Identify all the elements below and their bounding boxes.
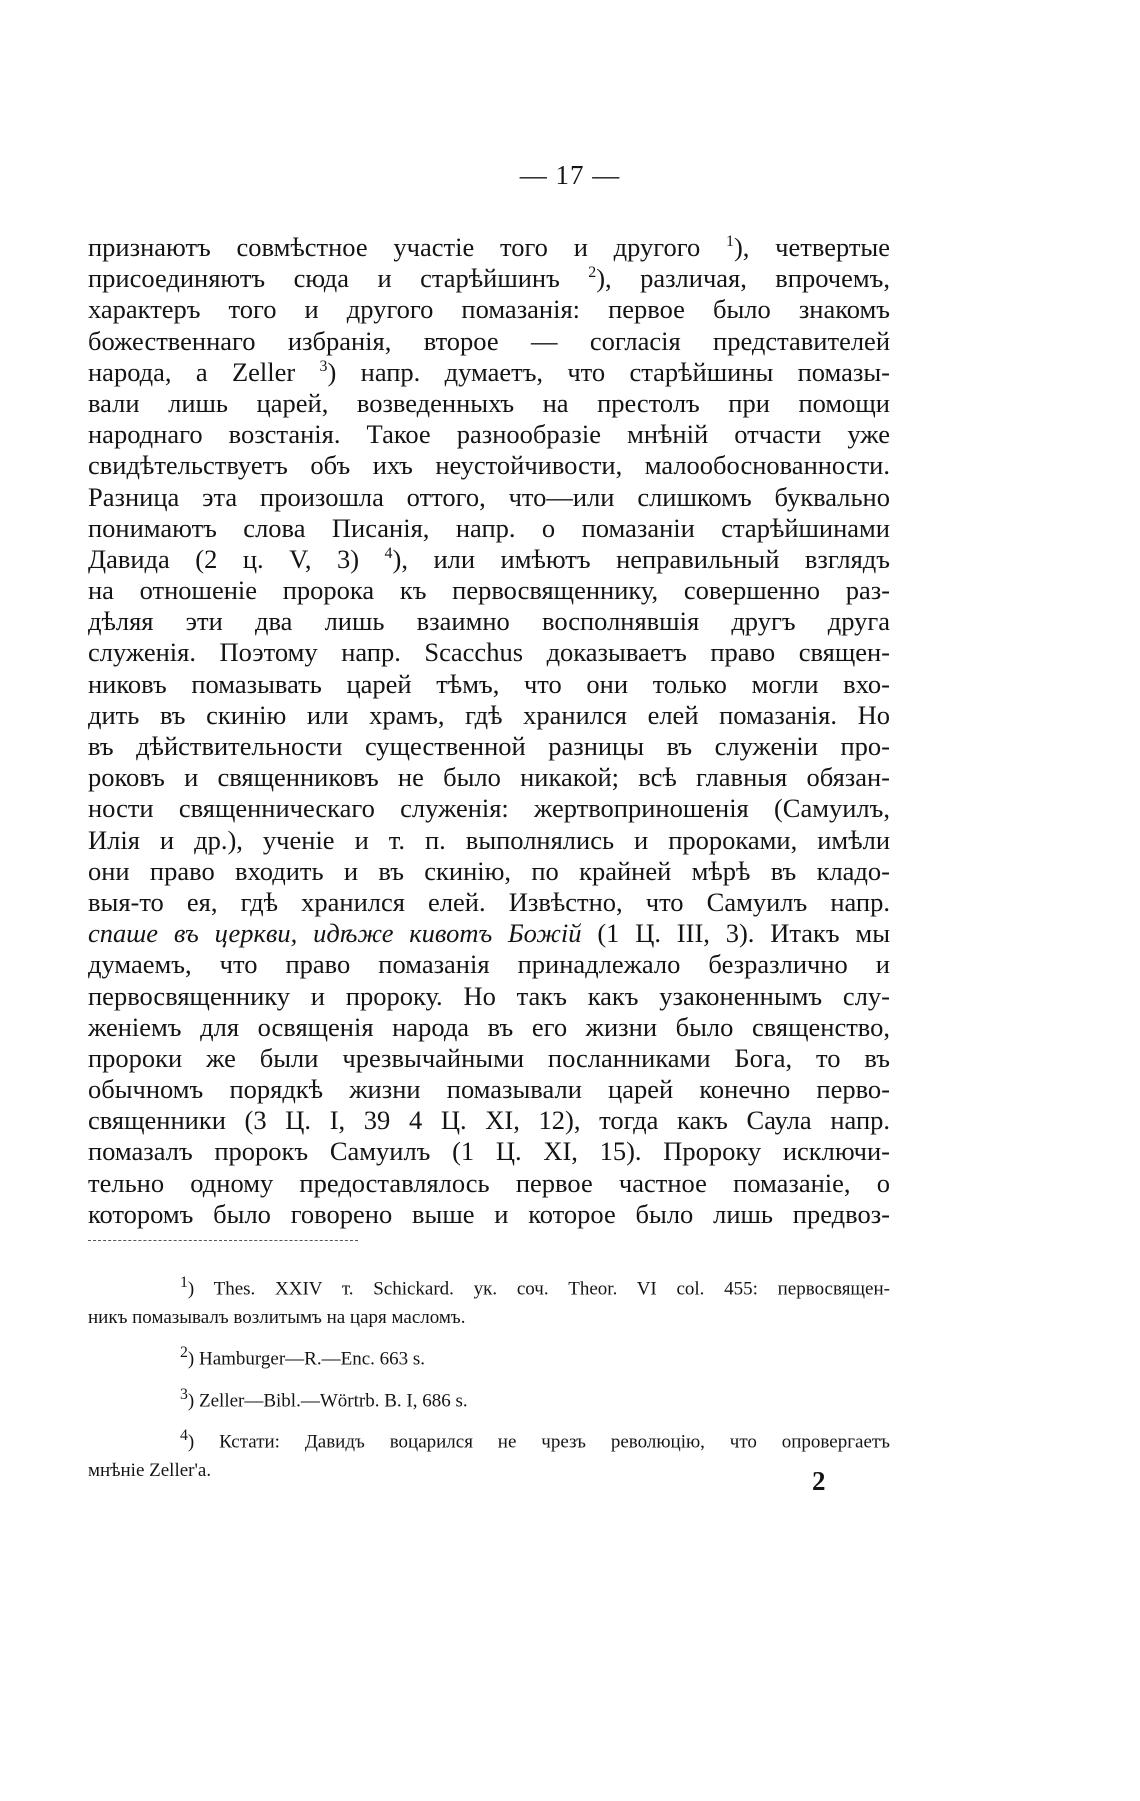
line-text: понимаютъ слова Писанія, напр. о помазаніи старѣйшинами bbox=[88, 512, 890, 543]
footnote-1 bbox=[88, 1268, 890, 1303]
text-line bbox=[88, 1136, 890, 1167]
footnote-text: ) Zeller—Bibl.—Wörtrb. B. I, 686 s. bbox=[187, 1389, 468, 1411]
italic-quote: спаше въ церкви, идѣже кивотъ Божій bbox=[88, 918, 582, 949]
text-line bbox=[88, 450, 890, 481]
text-line bbox=[88, 544, 890, 575]
text-line bbox=[88, 1043, 890, 1074]
line-text: присоединяютъ сюда и старѣйшинъ bbox=[88, 263, 589, 294]
line-text: роковъ и священниковъ не было никакой; всѣ главныя обязан- bbox=[88, 762, 890, 793]
line-text: Разница эта произошла оттого, что—или слишкомъ буквально bbox=[88, 481, 890, 512]
text-line bbox=[88, 887, 890, 918]
line-text: дѣляя эти два лишь взаимно восполнявшія другъ друга bbox=[88, 606, 890, 637]
signature-mark: 2 bbox=[812, 1466, 826, 1496]
text-line bbox=[88, 825, 890, 856]
footnote-4-continued: мнѣніе Zeller'a. bbox=[88, 1460, 212, 1482]
text-line bbox=[88, 575, 890, 606]
text-line bbox=[88, 856, 890, 887]
text-line bbox=[88, 637, 890, 668]
line-text: характеръ того и другого помазанія: первое было знакомъ bbox=[88, 294, 890, 325]
text-line bbox=[88, 513, 890, 544]
line-text: никовъ помазывать царей тѣмъ, что они только могли вхо- bbox=[88, 668, 890, 699]
line-text: вали лишь царей, возведенныхъ на престолъ при помощи bbox=[88, 387, 890, 418]
line-text: на отношеніе пророка къ первосвященнику, совершенно раз- bbox=[88, 575, 890, 606]
text-line bbox=[88, 294, 890, 325]
line-text: выя-то ея, гдѣ хранился елей. Извѣстно, что Самуилъ напр. bbox=[88, 886, 890, 917]
text-line bbox=[88, 731, 890, 762]
text-line bbox=[88, 1168, 890, 1199]
footnote-2 bbox=[88, 1338, 890, 1373]
footnote-reference: 4 bbox=[384, 545, 393, 563]
page-number: — 17 — bbox=[519, 160, 621, 190]
line-text: священники (3 Ц. I, 39 4 Ц. XI, 12), тогда какъ Саула напр. bbox=[88, 1105, 890, 1136]
line-text: которомъ было говорено выше и которое было лишь предвоз- bbox=[88, 1198, 890, 1229]
main-text bbox=[88, 232, 890, 1230]
text-line bbox=[88, 762, 890, 793]
text-line bbox=[88, 1012, 890, 1043]
line-text: признаютъ совмѣстное участіе того и другого bbox=[88, 232, 726, 262]
line-text: помазалъ пророкъ Самуилъ (1 Ц. XI, 15). Пророку исключи- bbox=[88, 1136, 890, 1167]
text-line bbox=[88, 419, 890, 450]
footnote-1-continued: никъ помазывалъ возлитымъ на царя масломъ. bbox=[88, 1307, 466, 1329]
line-text: Илія и др.), ученіе и т. п. выполнялись и пророками, имѣли bbox=[88, 824, 890, 855]
text-line bbox=[88, 793, 890, 824]
footnote-marker: 4 bbox=[180, 1426, 188, 1444]
line-text: они право входить и въ скинію, по крайней мѣрѣ въ кладо- bbox=[88, 855, 890, 886]
text-line bbox=[88, 482, 890, 513]
text-line bbox=[88, 669, 890, 700]
line-text: (1 Ц. III, 3). Итакъ мы bbox=[581, 918, 891, 949]
text-line bbox=[88, 232, 890, 263]
footnote-marker: 1 bbox=[180, 1274, 188, 1291]
footnote-reference: 2 bbox=[588, 264, 597, 282]
text-line bbox=[88, 388, 890, 419]
text-line bbox=[88, 949, 890, 980]
line-text: ), или имѣютъ неправильный взглядъ bbox=[392, 543, 890, 574]
footnote-text: ) Кстати: Давидъ воцарился не чрезъ революцію, что опровергаетъ bbox=[187, 1431, 890, 1453]
line-text: тельно одному предоставлялось первое частное помазаніе, о bbox=[88, 1167, 890, 1198]
footnote-reference: 3 bbox=[319, 357, 328, 375]
footnotes bbox=[88, 1268, 890, 1485]
line-text: народнаго возстанія. Такое разнообразіе мнѣній отчасти уже bbox=[88, 419, 890, 450]
text-line bbox=[88, 357, 890, 388]
footnote-text: ) Hamburger—R.—Enc. 663 s. bbox=[187, 1348, 426, 1370]
footnote-marker: 2 bbox=[180, 1344, 188, 1362]
text-line bbox=[88, 1105, 890, 1136]
line-text: ), четвертые bbox=[733, 232, 890, 262]
line-text: народа, а Zeller bbox=[88, 356, 320, 387]
line-text: пророки же были чрезвычайными посланниками Бога, то въ bbox=[88, 1042, 890, 1073]
line-text: Давида (2 ц. V, 3) bbox=[88, 543, 385, 574]
footnote-4 bbox=[88, 1421, 890, 1456]
text-line bbox=[88, 606, 890, 637]
line-text: ), различая, впрочемъ, bbox=[596, 263, 890, 294]
line-text: дить въ скинію или храмъ, гдѣ хранился елей помазанія. Но bbox=[88, 699, 890, 730]
footnote-3 bbox=[88, 1380, 890, 1415]
line-text: свидѣтельствуетъ объ ихъ неустойчивости, малообоснованности. bbox=[88, 450, 890, 481]
footnote-marker: 3 bbox=[180, 1385, 188, 1403]
line-text: обычномъ порядкѣ жизни помазывали царей конечно перво- bbox=[88, 1074, 890, 1105]
line-text: ности священническаго служенія: жертвоприношенія (Самуилъ, bbox=[88, 793, 890, 824]
text-line bbox=[88, 700, 890, 731]
line-text: ) напр. думаетъ, что старѣйшины помазы- bbox=[327, 356, 890, 387]
line-text: божественнаго избранія, второе — согласія представителей bbox=[88, 325, 890, 356]
line-text: первосвященнику и пророку. Но такъ какъ узаконеннымъ слу- bbox=[88, 980, 890, 1011]
text-line bbox=[88, 981, 890, 1012]
line-text: служенія. Поэтому напр. Scacchus доказываетъ право священ- bbox=[88, 637, 890, 668]
text-line bbox=[88, 326, 890, 357]
text-line bbox=[88, 1074, 890, 1105]
line-text: женіемъ для освященія народа въ его жизни было священство, bbox=[88, 1011, 890, 1042]
footnote-text: ) Thes. XXIV т. Schickard. ук. соч. Theor. VI col. 455: первосвящен- bbox=[187, 1278, 890, 1300]
line-text: въ дѣйствительности существенной разницы въ служеніи про- bbox=[88, 731, 890, 761]
footnote-reference: 1 bbox=[725, 233, 734, 251]
text-line bbox=[88, 263, 890, 294]
text-line bbox=[88, 1199, 890, 1230]
text-line bbox=[88, 918, 890, 949]
footnote-separator bbox=[88, 1240, 358, 1241]
line-text: думаемъ, что право помазанія принадлежало безразлично и bbox=[88, 949, 890, 980]
